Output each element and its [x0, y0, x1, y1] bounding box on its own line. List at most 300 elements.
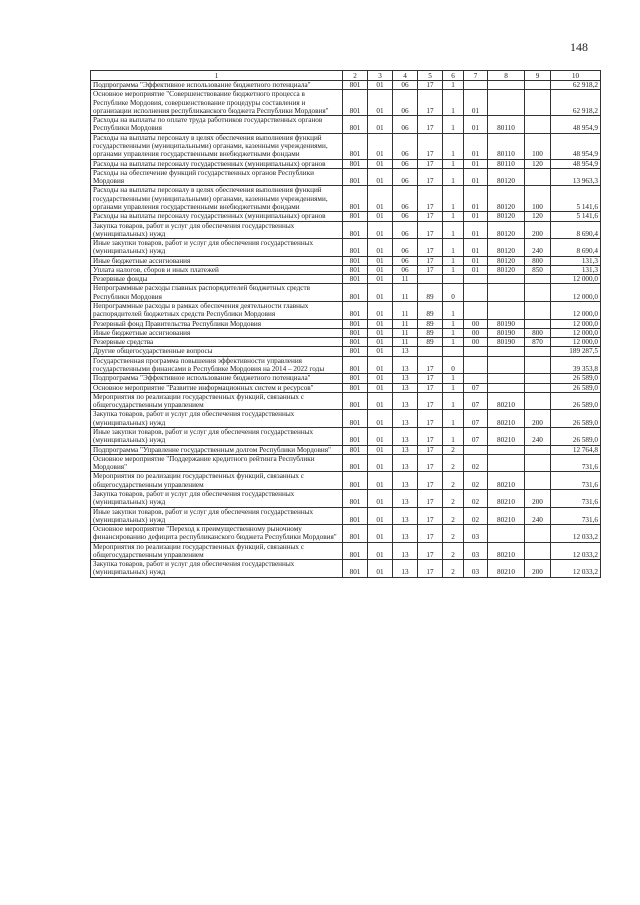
row-code: 17 [418, 256, 443, 265]
row-code [525, 275, 551, 284]
row-code: 02 [464, 507, 488, 525]
row-label: Иные закупки товаров, работ и услуг для обеспечения государственных (муниципальных) нужд [91, 239, 343, 257]
row-code: 17 [418, 81, 443, 90]
row-code: 01 [464, 265, 488, 274]
row-label: Другие общегосударственные вопросы [91, 347, 343, 356]
row-code [488, 90, 525, 116]
row-label: Мероприятия по реализации государственных функций, связанных с общегосударственным управлением [91, 542, 343, 560]
row-amount: 62 918,2 [551, 81, 601, 90]
row-amount: 12 000,0 [551, 302, 601, 320]
row-code: 01 [368, 212, 393, 221]
row-code: 13 [393, 525, 418, 543]
row-code: 06 [393, 81, 418, 90]
row-amount: 12 000,0 [551, 275, 601, 284]
row-code: 11 [393, 284, 418, 302]
row-code: 01 [368, 275, 393, 284]
row-code [525, 542, 551, 560]
row-amount: 62 918,2 [551, 90, 601, 116]
row-label: Расходы на выплаты персоналу государственных (муниципальных) органов [91, 159, 343, 168]
row-code: 801 [343, 454, 368, 472]
row-amount: 731,6 [551, 454, 601, 472]
row-code: 1 [443, 319, 464, 328]
row-code [525, 454, 551, 472]
row-code: 01 [368, 256, 393, 265]
table-row [91, 392, 601, 410]
row-code: 80210 [488, 472, 525, 490]
row-code: 801 [343, 445, 368, 454]
row-code: 13 [393, 392, 418, 410]
row-code: 80120 [488, 212, 525, 221]
row-code: 07 [464, 427, 488, 445]
row-code: 1 [443, 159, 464, 168]
row-label: Закупка товаров, работ и услуг для обеспечения государственных (муниципальных) нужд [91, 560, 343, 578]
row-code: 17 [418, 116, 443, 134]
row-amount: 12 764,8 [551, 445, 601, 454]
row-code: 17 [418, 133, 443, 159]
row-amount: 12 000,0 [551, 319, 601, 328]
row-code: 801 [343, 338, 368, 347]
table-row [91, 221, 601, 239]
row-code: 801 [343, 356, 368, 374]
row-label: Расходы на выплаты персоналу государственных (муниципальных) органов [91, 212, 343, 221]
row-code: 13 [393, 542, 418, 560]
row-amount: 48 954,9 [551, 159, 601, 168]
row-code: 13 [393, 410, 418, 428]
row-code: 17 [418, 392, 443, 410]
row-code: 13 [393, 356, 418, 374]
row-code: 80210 [488, 560, 525, 578]
row-label: Государственная программа повышения эффективности управления государственными финансами в Республике Мордовия на 2014 – 2022 годы [91, 356, 343, 374]
row-code: 01 [368, 472, 393, 490]
row-code [525, 168, 551, 186]
row-code [464, 275, 488, 284]
row-code: 07 [464, 383, 488, 392]
row-code: 801 [343, 489, 368, 507]
column-header: 7 [464, 71, 488, 81]
row-code [525, 319, 551, 328]
table-row [91, 328, 601, 337]
row-code: 01 [368, 319, 393, 328]
row-code: 1 [443, 133, 464, 159]
row-code: 850 [525, 265, 551, 274]
row-label: Резервные средства [91, 338, 343, 347]
row-amount: 26 589,0 [551, 392, 601, 410]
table-row [91, 507, 601, 525]
row-label: Закупка товаров, работ и услуг для обеспечения государственных (муниципальных) нужд [91, 221, 343, 239]
row-code: 01 [368, 186, 393, 212]
row-code [525, 302, 551, 320]
row-code: 01 [368, 347, 393, 356]
table-row [91, 212, 601, 221]
table-row [91, 454, 601, 472]
row-code: 13 [393, 374, 418, 383]
row-code [488, 347, 525, 356]
row-code [488, 525, 525, 543]
row-code: 100 [525, 186, 551, 212]
row-amount: 5 141,6 [551, 212, 601, 221]
table-row [91, 374, 601, 383]
row-code: 03 [464, 542, 488, 560]
table-row [91, 302, 601, 320]
row-code: 801 [343, 265, 368, 274]
row-code: 06 [393, 90, 418, 116]
column-header: 3 [368, 71, 393, 81]
row-code: 01 [368, 374, 393, 383]
row-code: 801 [343, 90, 368, 116]
row-code: 1 [443, 328, 464, 337]
table-row [91, 159, 601, 168]
row-code: 80210 [488, 427, 525, 445]
row-code: 200 [525, 410, 551, 428]
row-code: 240 [525, 427, 551, 445]
row-code: 11 [393, 338, 418, 347]
row-label: Основное мероприятие "Поддержание кредитного рейтинга Республики Мордовия" [91, 454, 343, 472]
row-code: 80190 [488, 328, 525, 337]
row-code: 89 [418, 302, 443, 320]
row-code: 800 [525, 328, 551, 337]
row-code: 1 [443, 383, 464, 392]
row-code: 13 [393, 489, 418, 507]
row-code: 11 [393, 302, 418, 320]
row-code: 01 [368, 81, 393, 90]
row-code: 801 [343, 328, 368, 337]
row-code [488, 454, 525, 472]
row-code [464, 347, 488, 356]
row-label: Закупка товаров, работ и услуг для обеспечения государственных (муниципальных) нужд [91, 489, 343, 507]
row-code: 870 [525, 338, 551, 347]
row-code: 1 [443, 168, 464, 186]
row-code: 2 [443, 525, 464, 543]
row-code: 17 [418, 212, 443, 221]
table-row [91, 284, 601, 302]
row-code: 120 [525, 159, 551, 168]
budget-table [90, 70, 601, 578]
row-code [464, 284, 488, 302]
row-code: 801 [343, 525, 368, 543]
row-code: 01 [368, 239, 393, 257]
row-code [525, 347, 551, 356]
table-row [91, 275, 601, 284]
row-code: 17 [418, 265, 443, 274]
row-code: 80120 [488, 168, 525, 186]
row-code: 00 [464, 328, 488, 337]
row-code: 17 [418, 374, 443, 383]
row-code: 80120 [488, 256, 525, 265]
row-code: 06 [393, 116, 418, 134]
row-code: 17 [418, 525, 443, 543]
row-code: 17 [418, 472, 443, 490]
row-code: 01 [368, 560, 393, 578]
row-label: Иные закупки товаров, работ и услуг для обеспечения государственных (муниципальных) нужд [91, 507, 343, 525]
row-code: 801 [343, 507, 368, 525]
row-code: 2 [443, 542, 464, 560]
row-label: Основное мероприятие "Совершенствование бюджетного процесса в Республике Мордовия, совершенствование процедуры составления и организации исполнения республиканского бюджета Республики Мордовия" [91, 90, 343, 116]
row-code: 89 [418, 338, 443, 347]
row-code: 01 [368, 338, 393, 347]
row-code: 17 [418, 356, 443, 374]
row-amount: 12 000,0 [551, 338, 601, 347]
row-code: 80120 [488, 221, 525, 239]
row-code: 01 [368, 159, 393, 168]
row-amount: 131,3 [551, 265, 601, 274]
table-row [91, 383, 601, 392]
row-code: 07 [464, 410, 488, 428]
row-code: 13 [393, 454, 418, 472]
page-number: 148 [570, 40, 588, 54]
row-code: 01 [368, 265, 393, 274]
table-row [91, 445, 601, 454]
row-code [464, 445, 488, 454]
table-row [91, 525, 601, 543]
row-code: 13 [393, 347, 418, 356]
row-amount: 12 000,0 [551, 328, 601, 337]
row-code [525, 445, 551, 454]
row-code: 80210 [488, 489, 525, 507]
table-row [91, 319, 601, 328]
row-code: 17 [418, 221, 443, 239]
row-code: 2 [443, 472, 464, 490]
row-code [525, 472, 551, 490]
row-code: 06 [393, 221, 418, 239]
row-code: 801 [343, 302, 368, 320]
header-row [91, 71, 601, 81]
row-code: 06 [393, 168, 418, 186]
row-code: 13 [393, 507, 418, 525]
row-code: 13 [393, 445, 418, 454]
row-code: 17 [418, 560, 443, 578]
row-code: 01 [464, 239, 488, 257]
row-code: 2 [443, 560, 464, 578]
row-code: 800 [525, 256, 551, 265]
row-amount: 12 033,2 [551, 542, 601, 560]
row-code: 801 [343, 472, 368, 490]
row-code: 1 [443, 116, 464, 134]
table-row [91, 427, 601, 445]
row-code: 13 [393, 383, 418, 392]
row-code: 801 [343, 256, 368, 265]
row-label: Мероприятия по реализации государственных функций, связанных с общегосударственным управлением [91, 472, 343, 490]
row-code [418, 275, 443, 284]
row-code: 01 [368, 489, 393, 507]
row-code: 1 [443, 221, 464, 239]
column-header: 10 [551, 71, 601, 81]
table-row [91, 186, 601, 212]
table-row [91, 356, 601, 374]
row-label: Мероприятия по реализации государственных функций, связанных с общегосударственным управлением [91, 392, 343, 410]
row-code: 03 [464, 525, 488, 543]
row-code [464, 374, 488, 383]
row-amount: 12 033,2 [551, 560, 601, 578]
row-code: 01 [464, 168, 488, 186]
row-code: 06 [393, 239, 418, 257]
row-code: 801 [343, 392, 368, 410]
row-code [443, 275, 464, 284]
row-code: 89 [418, 284, 443, 302]
row-code [488, 374, 525, 383]
row-code: 80210 [488, 542, 525, 560]
row-code [525, 90, 551, 116]
table-row [91, 116, 601, 134]
table-row [91, 542, 601, 560]
row-code: 80110 [488, 116, 525, 134]
row-code: 801 [343, 410, 368, 428]
row-code: 01 [464, 212, 488, 221]
table-row [91, 347, 601, 356]
row-code: 200 [525, 221, 551, 239]
column-header: 4 [393, 71, 418, 81]
row-label: Расходы на выплаты персоналу в целях обеспечения выполнения функций государственными (муниципальными) органами, казенными учреждениями, органами управления государственными внебюджетными фондами [91, 133, 343, 159]
row-code: 801 [343, 347, 368, 356]
row-code: 01 [464, 159, 488, 168]
row-code: 01 [464, 90, 488, 116]
table-row [91, 338, 601, 347]
column-header: 9 [525, 71, 551, 81]
row-code: 01 [368, 383, 393, 392]
row-code: 0 [443, 284, 464, 302]
row-code: 1 [443, 392, 464, 410]
row-code: 80190 [488, 338, 525, 347]
row-code: 01 [464, 256, 488, 265]
table-row [91, 256, 601, 265]
row-code: 1 [443, 338, 464, 347]
table-row [91, 560, 601, 578]
row-code [488, 275, 525, 284]
row-code: 1 [443, 374, 464, 383]
row-code: 801 [343, 159, 368, 168]
row-code: 801 [343, 427, 368, 445]
row-amount: 131,3 [551, 256, 601, 265]
row-code: 2 [443, 507, 464, 525]
table-row [91, 81, 601, 90]
row-code: 01 [368, 221, 393, 239]
row-code: 01 [368, 507, 393, 525]
row-code: 13 [393, 472, 418, 490]
row-code: 13 [393, 560, 418, 578]
row-label: Подпрограмма "Эффективное использование бюджетного потенциала" [91, 81, 343, 90]
row-code [525, 383, 551, 392]
row-code: 11 [393, 319, 418, 328]
column-header: 6 [443, 71, 464, 81]
row-code: 801 [343, 133, 368, 159]
row-code: 01 [368, 445, 393, 454]
row-code: 01 [368, 356, 393, 374]
row-amount: 26 589,0 [551, 427, 601, 445]
row-code [525, 81, 551, 90]
row-amount: 8 690,4 [551, 239, 601, 257]
row-code: 02 [464, 489, 488, 507]
row-code: 00 [464, 319, 488, 328]
row-code: 1 [443, 265, 464, 274]
row-code: 801 [343, 116, 368, 134]
row-label: Уплата налогов, сборов и иных платежей [91, 265, 343, 274]
row-code: 07 [464, 392, 488, 410]
row-label: Основное мероприятие "Развитие информационных систем и ресурсов" [91, 383, 343, 392]
row-code [464, 302, 488, 320]
row-amount: 13 963,3 [551, 168, 601, 186]
table-row [91, 410, 601, 428]
row-code: 1 [443, 186, 464, 212]
row-code: 17 [418, 90, 443, 116]
row-code [464, 81, 488, 90]
row-code: 17 [418, 454, 443, 472]
row-code: 801 [343, 542, 368, 560]
row-code: 80120 [488, 239, 525, 257]
row-code [443, 347, 464, 356]
row-code: 01 [368, 454, 393, 472]
row-amount: 8 690,4 [551, 221, 601, 239]
row-label: Расходы на выплаты по оплате труда работников государственных органов Республики Мордовия [91, 116, 343, 134]
table-row [91, 239, 601, 257]
row-code: 17 [418, 445, 443, 454]
row-label: Иные бюджетные ассигнования [91, 256, 343, 265]
row-code: 240 [525, 239, 551, 257]
row-code: 801 [343, 275, 368, 284]
row-amount: 26 589,0 [551, 383, 601, 392]
row-code: 17 [418, 542, 443, 560]
row-code: 02 [464, 454, 488, 472]
row-amount: 39 353,8 [551, 356, 601, 374]
row-code: 06 [393, 186, 418, 212]
row-label: Непрограммные расходы главных распорядителей бюджетных средств Республики Мордовия [91, 284, 343, 302]
row-code: 13 [393, 427, 418, 445]
table-row [91, 472, 601, 490]
row-code: 06 [393, 133, 418, 159]
row-label: Расходы на выплаты персоналу в целях обеспечения выполнения функций государственными (муниципальными) органами, казенными учреждениями, органами управления государственными внебюджетными фондами [91, 186, 343, 212]
row-code: 06 [393, 159, 418, 168]
table-row [91, 90, 601, 116]
column-header: 1 [91, 71, 343, 81]
row-amount: 26 589,0 [551, 374, 601, 383]
row-code: 2 [443, 489, 464, 507]
row-code: 01 [368, 392, 393, 410]
row-code: 2 [443, 454, 464, 472]
row-code: 801 [343, 374, 368, 383]
row-code: 80110 [488, 133, 525, 159]
column-header: 8 [488, 71, 525, 81]
row-label: Расходы на обеспечение функций государственных органов Республики Мордовия [91, 168, 343, 186]
row-code: 17 [418, 168, 443, 186]
row-label: Подпрограмма "Эффективное использование бюджетного потенциала" [91, 374, 343, 383]
column-header: 2 [343, 71, 368, 81]
row-code: 1 [443, 81, 464, 90]
row-code [525, 525, 551, 543]
row-code: 80120 [488, 186, 525, 212]
row-code: 01 [464, 133, 488, 159]
row-code [418, 347, 443, 356]
row-code: 01 [368, 328, 393, 337]
row-code: 801 [343, 186, 368, 212]
row-code: 17 [418, 410, 443, 428]
row-code: 17 [418, 489, 443, 507]
row-code: 01 [368, 133, 393, 159]
row-code: 01 [368, 302, 393, 320]
row-code: 80210 [488, 410, 525, 428]
row-code: 01 [368, 90, 393, 116]
row-code [488, 284, 525, 302]
row-code: 01 [464, 186, 488, 212]
row-amount: 189 287,5 [551, 347, 601, 356]
row-code: 200 [525, 560, 551, 578]
row-code [488, 302, 525, 320]
row-code [488, 445, 525, 454]
row-code: 89 [418, 328, 443, 337]
row-code: 2 [443, 445, 464, 454]
row-code: 01 [368, 410, 393, 428]
row-code [525, 116, 551, 134]
row-code: 89 [418, 319, 443, 328]
row-code: 1 [443, 427, 464, 445]
row-code: 00 [464, 338, 488, 347]
